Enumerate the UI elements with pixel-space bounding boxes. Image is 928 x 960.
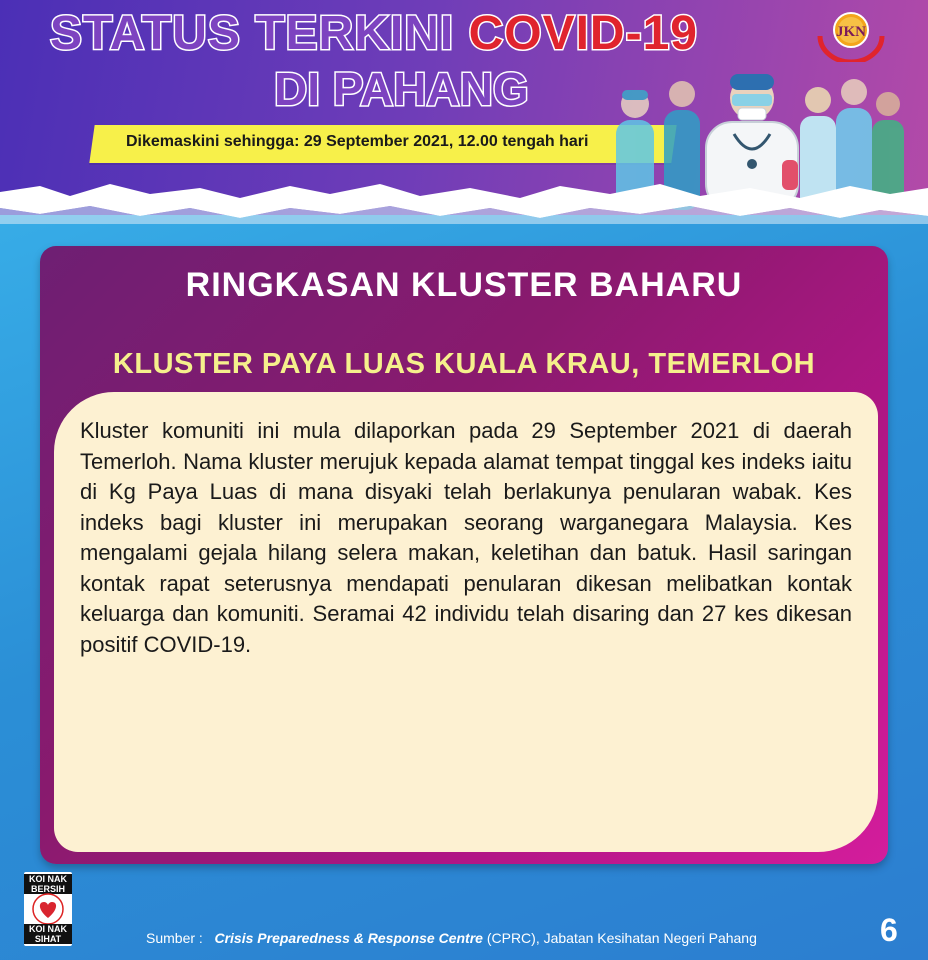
koi-nak-bersih-logo bbox=[24, 872, 72, 946]
source-line bbox=[146, 930, 757, 946]
torn-paper-divider bbox=[0, 178, 928, 228]
koi-bottom-text: KOI NAK SIHAT bbox=[24, 924, 72, 944]
cluster-summary-panel bbox=[40, 246, 888, 864]
cluster-description: Kluster komuniti ini mula dilaporkan pada 29 September 2021 di daerah Temerloh. Nama kluster merujuk kepada alamat tempat tinggal kes indeks iaitu di Kg Paya Luas di mana disyaki telah berlakunya penularan wabak. Kes indeks bagi kluster ini merupakan seorang warganegara Malaysia. Kes mengalami gejala hilang selera makan, keletihan dan batuk. Hasil saringan kontak rapat seterusnya mendapati penularan dikesan melibatkan kontak keluarga dan komuniti. Seramai 42 individu telah disaring dan 27 kes dikesan positif COVID-19. bbox=[80, 418, 852, 657]
source-label: Sumber : bbox=[146, 930, 203, 946]
header-title-covid: COVID-19 bbox=[468, 7, 698, 60]
header-title bbox=[50, 6, 698, 61]
header-title-part1: STATUS TERKINI bbox=[50, 7, 455, 60]
header-title-line2: DI PAHANG bbox=[274, 63, 529, 115]
description-box bbox=[54, 392, 878, 852]
jkn-logo bbox=[812, 6, 890, 62]
source-rest: (CPRC), Jabatan Kesihatan Negeri Pahang bbox=[486, 930, 757, 946]
cluster-name: KLUSTER PAYA LUAS KUALA KRAU, TEMERLOH bbox=[112, 348, 816, 380]
panel-title: RINGKASAN KLUSTER BAHARU bbox=[185, 266, 743, 304]
source-org: Crisis Preparedness & Response Centre bbox=[214, 930, 483, 946]
logo-letters: JKN bbox=[836, 24, 866, 40]
page-number: 6 bbox=[880, 912, 898, 948]
koi-top-text: KOI NAK BERSIH bbox=[24, 874, 72, 894]
updated-text: Dikemaskini sehingga: 29 September 2021, 12.00 tengah hari bbox=[126, 133, 589, 150]
